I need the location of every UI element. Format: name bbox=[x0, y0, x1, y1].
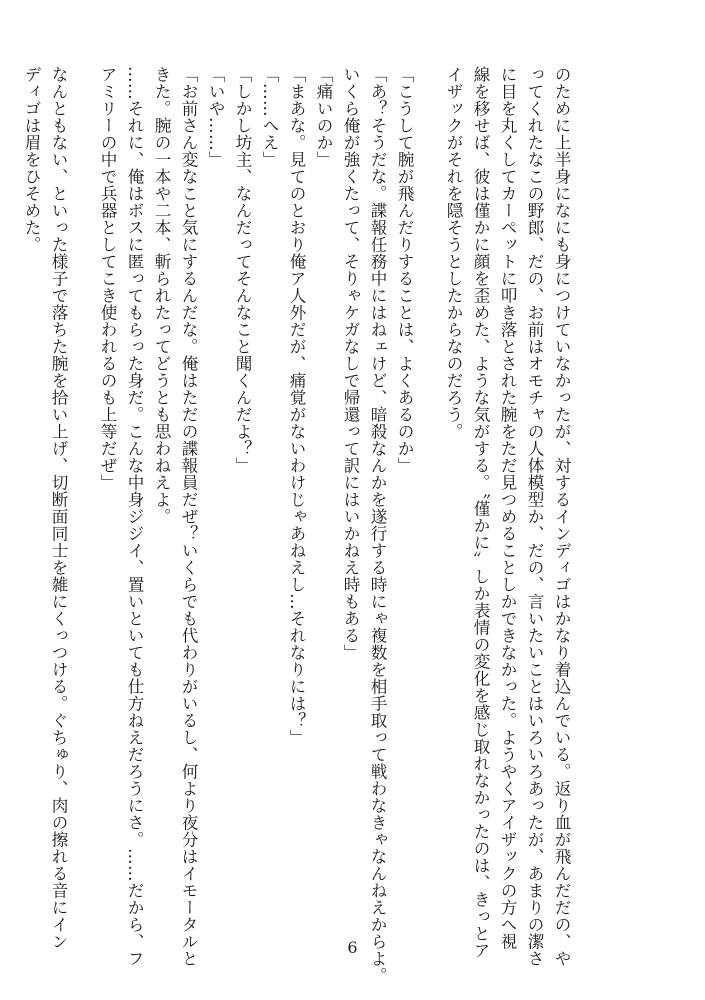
page-number: 6 bbox=[347, 938, 358, 957]
dialogue-line: ……それに、俺はボスに匿ってもらった身だ。こんな中身ジジイ、置いといても仕方ねえだろうにさ。……だから、フ bbox=[125, 66, 144, 967]
dialogue-line: 「あ？そうだな。諜報任務中にはねェけど、暗殺なんかを遂行する時にゃ複数を相手取って戦わなきゃなんねえからよ。 bbox=[368, 66, 387, 984]
text-line: イザックがそれを隠そうとしたからなのだろう。 bbox=[444, 66, 463, 440]
dialogue-line: アミリーの中で兵器としてこき使われるのも上等だぜ」 bbox=[98, 66, 117, 491]
text-line: ってくれたなこの野郎、だの、お前はオモチャの人体模型か、だの、言いたいことはいろいろあったが、あまりの潔さ bbox=[525, 66, 544, 967]
text-line: 線を移せば、彼は僅かに顔を歪めた、ような気がする。〝僅かに〟しか表情の変化を感じ取れなかったのは、きっとア bbox=[471, 66, 490, 959]
dialogue-line: 「こうして腕が飛んだりすることは、よくあるのか」 bbox=[395, 66, 414, 474]
dialogue-line: 「しかし坊主、なんだってそんなこと聞くんだよ？」 bbox=[233, 66, 252, 474]
text-line: ディゴは眉をひそめた。 bbox=[22, 66, 41, 253]
text-line: に目を丸くしてカーペットに叩き落とされた腕をただ見つめることしかできなかった。ようやくアイザックの方へ視 bbox=[498, 66, 517, 950]
dialogue-line: 「痛いのか」 bbox=[314, 66, 333, 168]
dialogue-line: 「……へえ」 bbox=[260, 66, 279, 168]
text-line: なんともない、といった様子で落ちた腕を拾い上げ、切断面同士を雑にくっつける。ぐちゅり、肉の擦れる音にイン bbox=[49, 66, 68, 950]
vertical-text-body bbox=[18, 66, 575, 984]
dialogue-line: きた。腕の一本や二本、斬られたってどうとも思わねえよ。 bbox=[152, 66, 171, 525]
dialogue-line: 「いや……」 bbox=[206, 66, 225, 168]
dialogue-line: 「お前さん変なこと気にするんだな。俺はただの諜報員だぜ？いくらでも代わりがいるし、何より夜分はイモータルと bbox=[179, 66, 198, 967]
dialogue-line: 「まあな。見てのとおり俺ア人外だが、痛覚がないわけじゃあねえし…それなりには？」 bbox=[287, 66, 306, 746]
text-line: のために上半身になにも身につけていなかったが、対するインディゴはかなり着込んでいる。返り血が飛んだだの、や bbox=[552, 66, 571, 967]
dialogue-line: いくら俺が強くたって、そりゃケガなしで帰還って訳にはいかねえ時もある」 bbox=[341, 66, 360, 661]
